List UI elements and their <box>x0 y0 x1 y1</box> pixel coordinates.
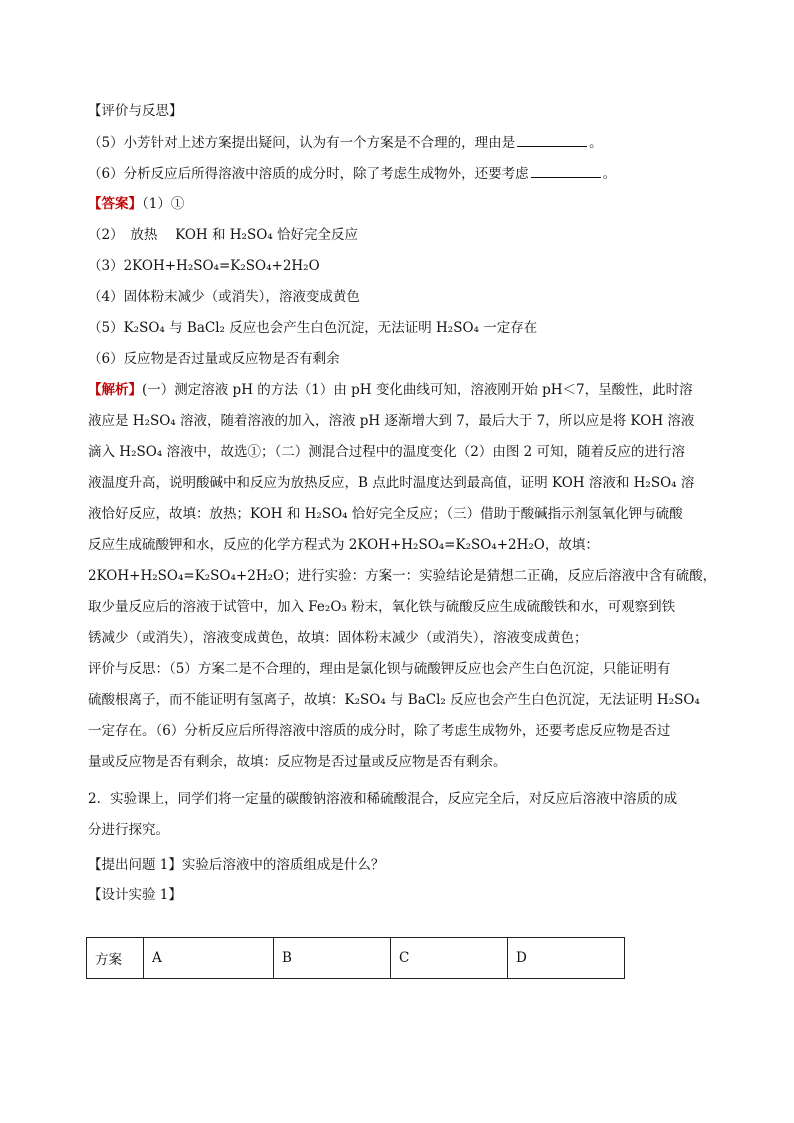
analysis-line-10: 硫酸根离子，而不能证明有氢离子，故填：K₂SO₄ 与 BaCl₂ 反应也会产生白色沉淀，无法证明 H₂SO₄ <box>88 692 700 708</box>
analysis-line-0 <box>88 380 693 400</box>
table-row <box>87 938 625 979</box>
section-heading-eval: 【评价与反思】 <box>88 103 183 119</box>
table-header-cell: 方案 <box>87 938 144 979</box>
question-5-text: （5）小芳针对上述方案提出疑问，认为有一个方案是不合理的，理由是 <box>88 135 516 151</box>
analysis-line-4: 液恰好反应，故填：放热；KOH 和 H₂SO₄ 恰好完全反应；（三）借助于酸碱指示剂氢氧化钾与硫酸 <box>88 506 683 522</box>
question-5 <box>88 132 603 153</box>
period-6: 。 <box>602 166 617 182</box>
question-6-text: （6）分析反应后所得溶液中溶质的成分时，除了考虑生成物外，还要考虑 <box>88 166 529 182</box>
table-cell-a: A <box>144 938 274 979</box>
answer-4: （4）固体粉末减少（或消失），溶液变成黄色 <box>88 289 360 305</box>
analysis-line-7: 取少量反应后的溶液于试管中，加入 Fe₂O₃ 粉末，氧化铁与硫酸反应生成硫酸铁和水，可观察到铁 <box>88 599 676 615</box>
analysis-text-0: (一）测定溶液 pH 的方法（1）由 pH 变化曲线可知，溶液刚开始 pH＜7，呈酸性，此时溶 <box>142 382 693 398</box>
answer-6: （6）反应物是否过量或反应物是否有剩余 <box>88 351 340 367</box>
table-cell-b: B <box>274 938 391 979</box>
answer-blank-6[interactable] <box>531 163 601 178</box>
answer-blank-5[interactable] <box>517 132 587 147</box>
answer-label: 【答案】 <box>88 196 142 212</box>
period-5: 。 <box>589 135 603 151</box>
analysis-label: 【解析】 <box>88 382 142 398</box>
question-2-intro-1: 2．实验课上，同学们将一定量的碳酸钠溶液和稀硫酸混合，反应完全后，对反应后溶液中溶质的成 <box>88 791 678 807</box>
question-2-intro-2: 分进行探究。 <box>88 822 169 838</box>
analysis-line-2: 滴入 H₂SO₄ 溶液中，故选①；（二）测混合过程中的温度变化（2）由图 2 可知，随着反应的进行溶 <box>88 444 686 460</box>
problem-1-heading: 【提出问题 1】实验后溶液中的溶质组成是什么？ <box>88 857 385 873</box>
question-6 <box>88 163 616 184</box>
answer-line-1 <box>88 194 184 214</box>
analysis-line-1: 液应是 H₂SO₄ 溶液，随着溶液的加入，溶液 pH 逐渐增大到 7，最后大于 7，所以应是将 KOH 溶液 <box>88 413 695 429</box>
analysis-line-3: 液温度升高，说明酸碱中和反应为放热反应，B 点此时温度达到最高值，证明 KOH 溶液和 H₂SO₄ 溶 <box>88 475 695 491</box>
answer-1: （1）① <box>142 196 185 212</box>
analysis-line-8: 锈减少（或消失），溶液变成黄色，故填：固体粉末减少（或消失），溶液变成黄色； <box>88 630 588 646</box>
analysis-line-9: 评价与反思：（5）方案二是不合理的，理由是氯化钡与硫酸钾反应也会产生白色沉淀，只能证明有 <box>88 661 671 677</box>
answer-3: （3）2KOH+H₂SO₄=K₂SO₄+2H₂O <box>88 258 320 274</box>
analysis-line-11: 一定存在。（6）分析反应后所得溶液中溶质的成分时，除了考虑生成物外，还要考虑反应物是否过 <box>88 723 671 739</box>
answer-2: （2） 放热 KOH 和 H₂SO₄ 恰好完全反应 <box>88 227 358 243</box>
table-cell-d: D <box>508 938 625 979</box>
analysis-line-6: 2KOH+H₂SO₄=K₂SO₄+2H₂O；进行实验：方案一：实验结论是猜想二正确，反应后溶液中含有硫酸， <box>88 568 717 584</box>
scheme-table <box>86 937 625 979</box>
answer-5: （5）K₂SO₄ 与 BaCl₂ 反应也会产生白色沉淀，无法证明 H₂SO₄ 一定存在 <box>88 320 538 336</box>
table-cell-c: C <box>391 938 508 979</box>
analysis-line-5: 反应生成硫酸钾和水，反应的化学方程式为 2KOH+H₂SO₄=K₂SO₄+2H₂O，故填： <box>88 537 599 553</box>
analysis-line-12: 量或反应物是否有剩余，故填：反应物是否过量或反应物是否有剩余。 <box>88 754 507 770</box>
design-1-heading: 【设计实验 1】 <box>88 887 182 903</box>
